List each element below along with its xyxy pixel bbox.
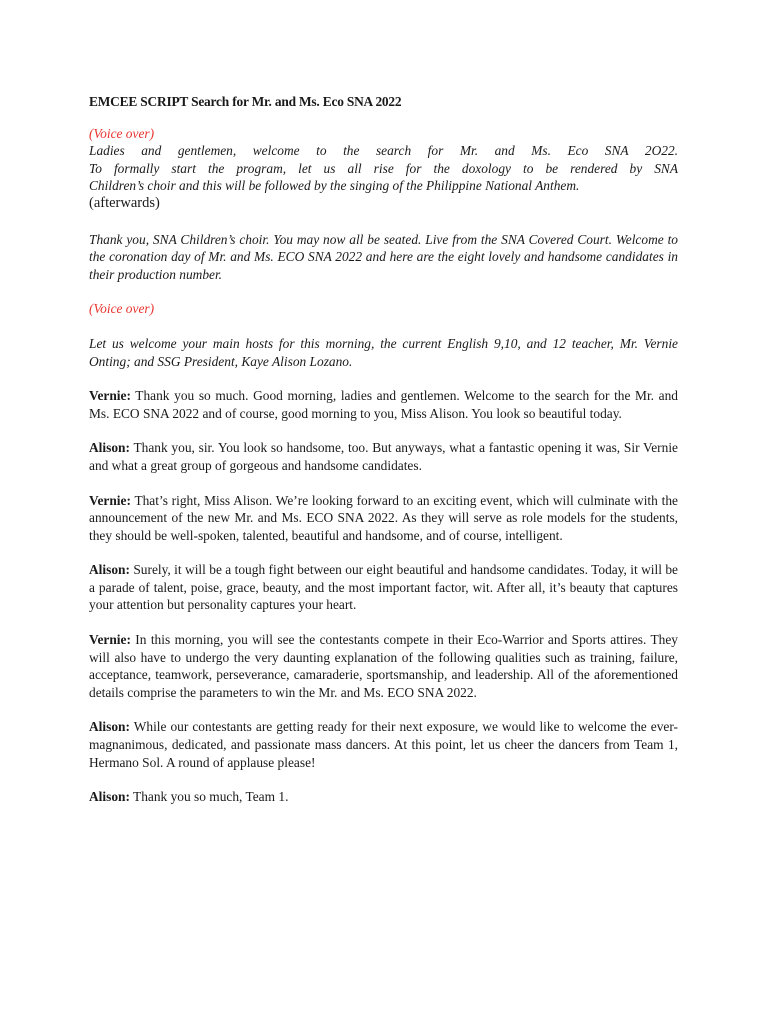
dialogue-text: That’s right, Miss Alison. We’re looking forward to an exciting event, which will culminate with the announcement of the new Mr. and Ms. ECO SNA 2022. As they will serve as role models for the students, they should be well-spoken, talented, beautiful and handsome, and of course, intelligent.	[89, 492, 678, 543]
speaker-name: Alison:	[89, 719, 130, 735]
welcome-paragraph: Thank you, SNA Children’s choir. You may now all be seated. Live from the SNA Covered Court. Welcome to the coronation day of Mr. and Ms. ECO SNA 2022 and here are the eight lovely and handsome candidates in their production number.	[89, 231, 678, 282]
dialogue-paragraph	[89, 718, 678, 771]
dialogue-paragraph	[89, 561, 678, 614]
intro-line-3: Children’s choir and this will be followed by the singing of the Philippine National Anthem.	[89, 178, 580, 194]
speaker-name: Alison:	[89, 562, 130, 578]
dialogue-text: Surely, it will be a tough fight between our eight beautiful and handsome candidates. Today, it will be a parade of talent, poise, grace, beauty, and the most important factor, wit. After all, it’s beauty that captures your attention but personality captures your heart.	[89, 562, 678, 613]
dialogue-text: In this morning, you will see the contestants compete in their Eco-Warrior and Sports attires. They will also have to undergo the very daunting explanation of the following qualities such as training, failure, acceptance, teamwork, perseverance, camaraderie, sportsmanship, and leadership. All of the aforementioned details comprise the parameters to win the Mr. and Ms. ECO SNA 2022.	[89, 632, 678, 700]
dialogue-text: Thank you so much. Good morning, ladies and gentlemen. Welcome to the search for the Mr. and Ms. ECO SNA 2022 and of course, good morning to you, Miss Alison. You look so beautiful today.	[89, 388, 678, 421]
voice-over-label-2: (Voice over)	[89, 301, 155, 317]
dialogue-paragraph	[89, 631, 678, 701]
dialogue-paragraph	[89, 387, 678, 422]
speaker-name: Vernie:	[89, 492, 131, 508]
dialogue-text: Thank you so much, Team 1.	[133, 789, 289, 805]
document-title: EMCEE SCRIPT Search for Mr. and Ms. Eco SNA 2022	[89, 94, 402, 109]
voice-over-label: (Voice over)	[89, 125, 155, 141]
speaker-name: Alison:	[89, 440, 130, 456]
speaker-name: Vernie:	[89, 388, 131, 404]
speaker-name: Vernie:	[89, 632, 131, 648]
dialogue-paragraph	[89, 788, 678, 806]
intro-line-2: To formally start the program, let us all rise for the doxology to be rendered by SNA	[89, 160, 678, 176]
intro-line-1: Ladies and gentlemen, welcome to the search for Mr. and Ms. Eco SNA 2O22.	[89, 143, 678, 159]
hosts-paragraph: Let us welcome your main hosts for this morning, the current English 9,10, and 12 teacher, Mr. Vernie Onting; and SSG President, Kaye Alison Lozano.	[89, 335, 678, 369]
script-body	[89, 93, 678, 806]
speaker-name: Alison:	[89, 789, 130, 805]
dialogue-text: While our contestants are getting ready for their next exposure, we would like to welcome the ever-magnanimous, dedicated, and passionate mass dancers. At this point, let us cheer the dancers from Team 1, Hermano Sol. A round of applause please!	[89, 719, 678, 770]
dialogue-paragraph	[89, 439, 678, 474]
dialogue-paragraph	[89, 492, 678, 545]
dialogue-text: Thank you, sir. You look so handsome, too. But anyways, what a fantastic opening it was, Sir Vernie and what a great group of gorgeous and handsome candidates.	[89, 440, 678, 473]
afterwards-note: (afterwards)	[89, 194, 160, 211]
